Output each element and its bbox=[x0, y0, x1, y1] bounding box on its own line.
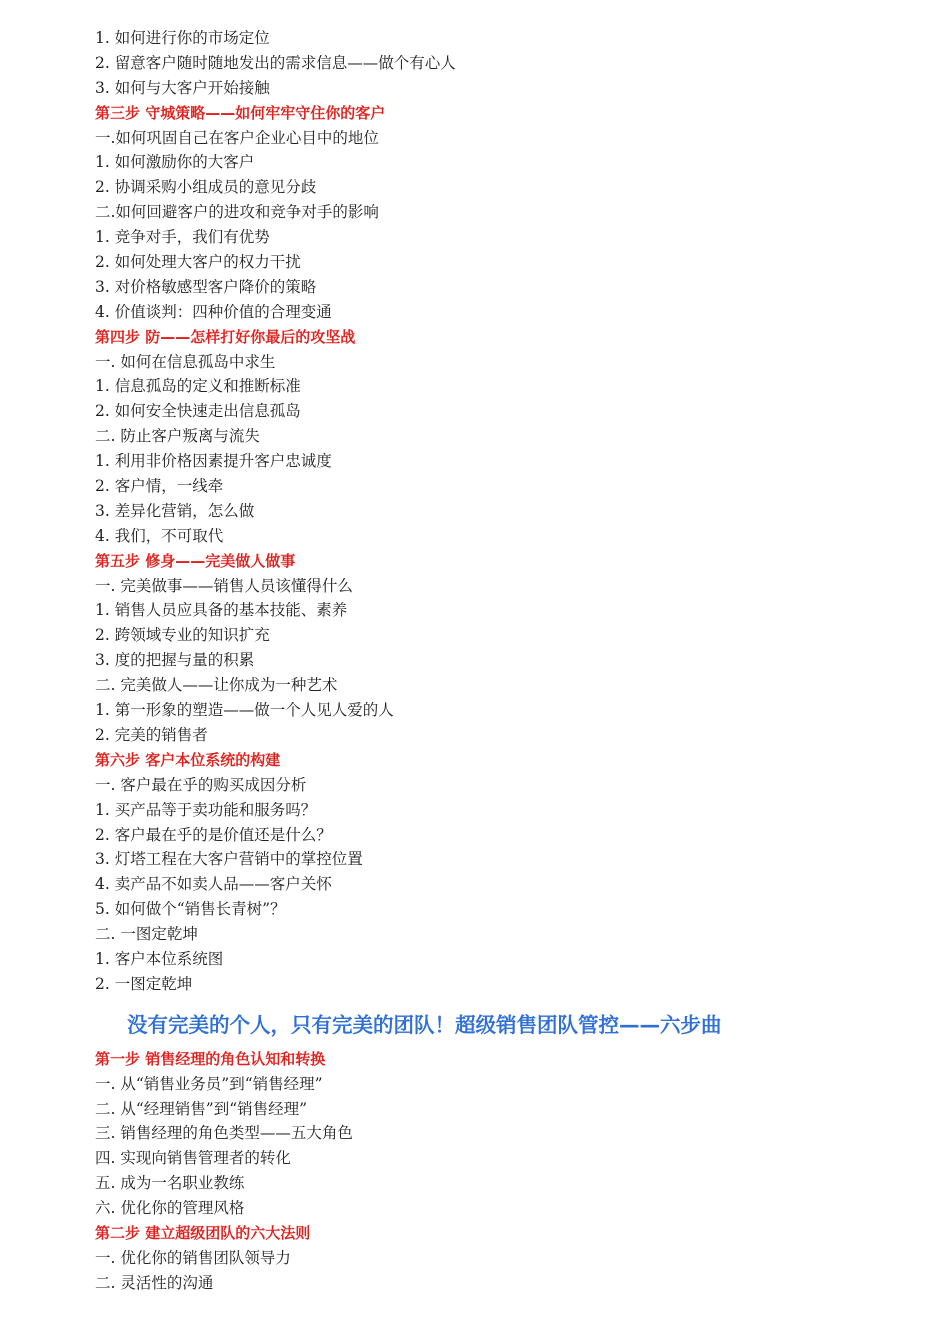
outline-item: 1. 如何进行你的市场定位 bbox=[95, 29, 270, 47]
outline-item: 3. 如何与大客户开始接触 bbox=[95, 78, 270, 97]
step-heading: 第六步 客户本位系统的构建 bbox=[95, 750, 281, 769]
outline-item: 1. 第一形象的塑造——做一个人见人爱的人 bbox=[95, 701, 394, 720]
outline-item: 2. 完美的销售者 bbox=[95, 725, 208, 744]
outline-item: 一.如何巩固自己在客户企业心目中的地位 bbox=[95, 128, 379, 147]
outline-item: 4. 卖产品不如卖人品——客户关怀 bbox=[95, 875, 332, 894]
outline-item: 六. 优化你的管理风格 bbox=[95, 1199, 245, 1218]
outline-item: 2. 如何处理大客户的权力干扰 bbox=[95, 253, 301, 272]
outline-item: 3. 度的把握与量的积累 bbox=[95, 651, 255, 670]
outline-item: 2. 客户情，一线牵 bbox=[95, 477, 224, 496]
outline-item: 2. 一图定乾坤 bbox=[95, 974, 193, 993]
outline-item: 一. 优化你的销售团队领导力 bbox=[95, 1248, 291, 1267]
outline-item: 一. 完美做事——销售人员该懂得什么 bbox=[95, 576, 353, 595]
outline-item: 1. 客户本位系统图 bbox=[95, 949, 224, 968]
section-outline-part-2 bbox=[95, 1047, 895, 1296]
outline-item: 3. 对价格敏感型客户降价的策略 bbox=[95, 277, 317, 296]
outline-item: 四. 实现向销售管理者的转化 bbox=[95, 1149, 291, 1168]
outline-item: 一. 从“销售业务员”到“销售经理” bbox=[95, 1074, 323, 1093]
outline-item: 一. 如何在信息孤岛中求生 bbox=[95, 352, 276, 371]
outline-item: 4. 我们，不可取代 bbox=[95, 526, 224, 545]
outline-item: 1. 竞争对手，我们有优势 bbox=[95, 228, 270, 247]
outline-item: 3. 差异化营销，怎么做 bbox=[95, 501, 255, 520]
outline-item: 1. 买产品等于卖功能和服务吗？ bbox=[95, 800, 317, 819]
outline-item: 二. 防止客户叛离与流失 bbox=[95, 427, 260, 446]
outline-item: 4. 价值谈判：四种价值的合理变通 bbox=[95, 302, 332, 321]
step-heading: 第三步 守城策略——如何牢牢守住你的客户 bbox=[95, 103, 386, 122]
outline-item: 2. 跨领域专业的知识扩充 bbox=[95, 626, 270, 645]
outline-item: 1. 销售人员应具备的基本技能、素养 bbox=[95, 601, 348, 620]
outline-item: 一. 客户最在乎的购买成因分析 bbox=[95, 775, 307, 794]
outline-item: 2. 客户最在乎的是价值还是什么？ bbox=[95, 825, 332, 844]
outline-item: 五. 成为一名职业教练 bbox=[95, 1174, 245, 1193]
step-heading: 第五步 修身——完美做人做事 bbox=[95, 551, 296, 570]
step-heading: 第一步 销售经理的角色认知和转换 bbox=[95, 1049, 326, 1068]
outline-item: 1. 如何激励你的大客户 bbox=[95, 153, 255, 172]
section-outline-part-1 bbox=[95, 26, 895, 997]
outline-item: 二. 从“经理销售”到“销售经理” bbox=[95, 1099, 308, 1118]
step-heading: 第四步 防——怎样打好你最后的攻坚战 bbox=[95, 327, 356, 346]
outline-item: 1. 信息孤岛的定义和推断标准 bbox=[95, 377, 301, 396]
outline-item: 二. 灵活性的沟通 bbox=[95, 1273, 214, 1292]
step-heading: 第二步 建立超级团队的六大法则 bbox=[95, 1223, 311, 1242]
outline-item: 1. 利用非价格因素提升客户忠诚度 bbox=[95, 452, 332, 471]
outline-item: 二. 完美做人——让你成为一种艺术 bbox=[95, 676, 338, 695]
outline-item: 二.如何回避客户的进攻和竞争对手的影响 bbox=[95, 203, 379, 222]
outline-item: 2. 协调采购小组成员的意见分歧 bbox=[95, 178, 317, 197]
outline-item: 三. 销售经理的角色类型——五大角色 bbox=[95, 1124, 353, 1143]
outline-item: 2. 留意客户随时随地发出的需求信息——做个有心人 bbox=[95, 53, 456, 72]
outline-item: 3. 灯塔工程在大客户营销中的掌控位置 bbox=[95, 850, 363, 869]
outline-item: 5. 如何做个“销售长青树”？ bbox=[95, 900, 286, 919]
outline-item: 2. 如何安全快速走出信息孤岛 bbox=[95, 402, 301, 421]
section-banner-title: 没有完美的个人，只有完美的团队！超级销售团队管控——六步曲 bbox=[127, 1012, 722, 1037]
outline-item: 二. 一图定乾坤 bbox=[95, 925, 198, 944]
